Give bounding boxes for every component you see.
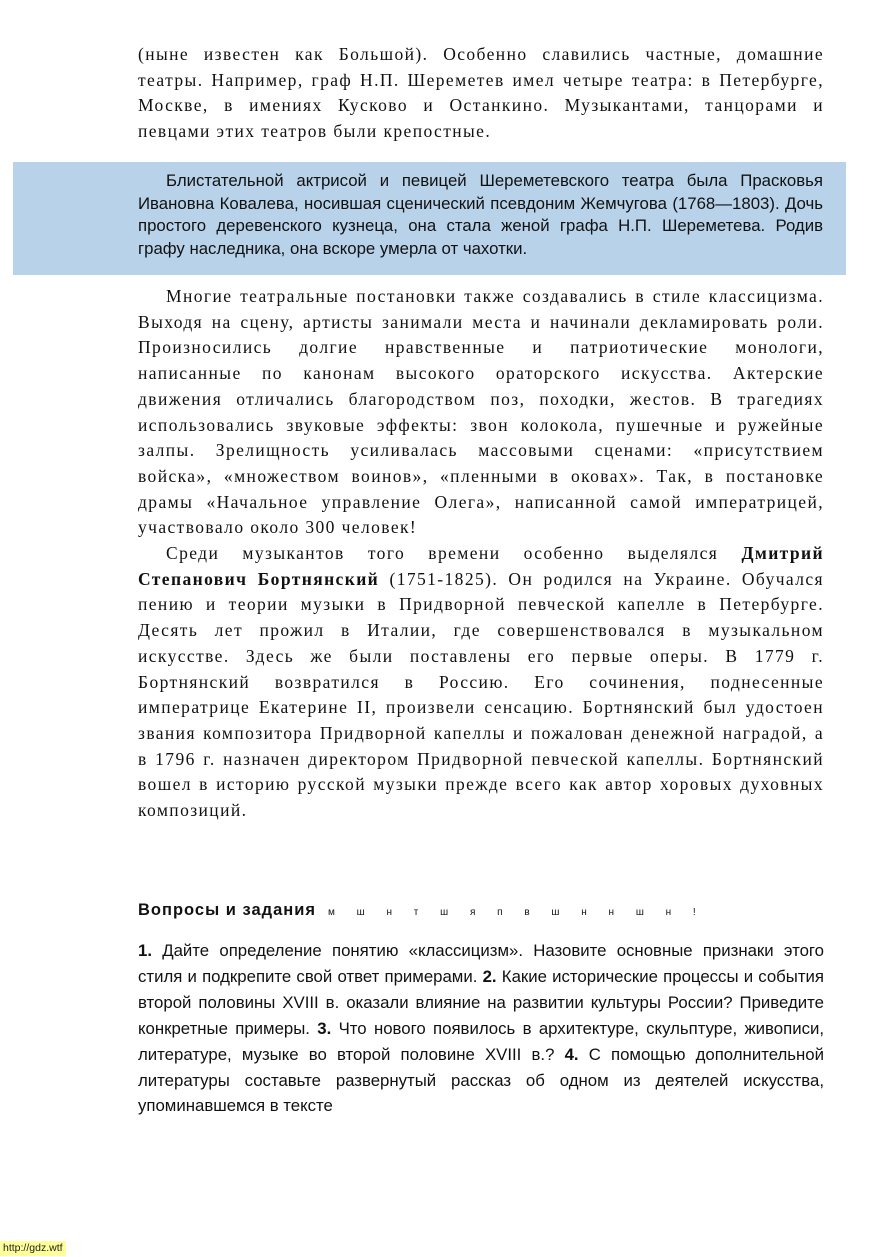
paragraph-theatre: Многие театральные постановки также создавались в стиле классицизма. Выходя на сцену, артисты занимали места и начинали декламировать роли. Произносились долгие нравственные и патриотические монологи, написанные по канонам высокого ораторского искусства. Актерские движения отличались благородством поз, походки, жестов. В трагедиях использовались звуковые эффекты: звон колокола, пушечные и ружейные залпы. Зрелищность усиливалась массовыми сценами: «присутствием войска», «множеством воинов», «пленными в оковах». Так, в постановке драмы «Начальное управление Олега», написанной самой императрицей, участвовало около 300 человек! (138, 286, 824, 538)
question-number: 4. (564, 1044, 579, 1064)
intro-paragraph (138, 42, 824, 145)
intro-text: (ныне известен как Большой). Особенно славились частные, домашние театры. Например, граф Н.П. Шереметев имел четыре театра: в Петербурге, Москве, в имениях Кусково и Останкино. Музыкантами, танцорами и певцами этих театров были крепостные. (138, 44, 824, 142)
watermark-link[interactable]: http://gdz.wtf (0, 1241, 66, 1256)
highlight-box-text: Блистательной актрисой и певицей Шереметевского театра была Прасковья Ивановна Ковалева, носившая сценический псевдоним Жемчугова (1768—1803). Дочь простого деревенского кузнеца, она стала женой графа Н.П. Шереметева. Родив графу наследника, она вскоре умерла от чахотки. (138, 171, 823, 258)
question-text: Что нового появилось в архитектуре, скульптуре, живописи, литературе, музыке во второй половине XVIII в.? (138, 1018, 824, 1064)
question-number: 3. (317, 1018, 332, 1038)
question-number: 1. (138, 941, 152, 960)
question-text: Дайте определение понятию «классицизм». Назовите основные признаки этого стиля и подкрепите свой ответ примерами. (138, 941, 824, 986)
main-text (138, 284, 824, 824)
question-text: С помощью дополнительной литературы составьте развернутый рассказ об одном из деятелей искусства, упоминавшемся в тексте (138, 1044, 824, 1116)
paragraph-bortniansky (138, 541, 824, 824)
questions-list (138, 938, 824, 1119)
questions-title: Вопросы и задания (138, 901, 317, 919)
composer-name: Дмитрий Степанович Бортнянский (138, 543, 824, 589)
heading-letters: м ш н т ш я п в ш н н ш н ! (328, 907, 706, 918)
question-text: Какие исторические процессы и события второй половины XVIII в. оказали влияние на развитии культуры России? Приведите конкретные примеры. (138, 966, 825, 1038)
paragraph-lead: Среди музыкантов того времени особенно выделялся (166, 543, 742, 564)
question-number: 2. (482, 966, 497, 986)
paragraph-rest: (1751-1825). Он родился на Украине. Обучался пению и теории музыки в Придворной певческой капелле в Петербурге. Десять лет прожил в Италии, где совершенствовался в музыкальном искусстве. Здесь же были поставлены его первые оперы. В 1779 г. Бортнянский возвратился в Россию. Его сочинения, поднесенные императрице Екатерине II, произвели сенсацию. Бортнянский был удостоен звания композитора Придворной капеллы и пожалован денежной наградой, а в 1796 г. назначен директором Придворной певческой капеллы. Бортнянский вошел в историю русской музыки прежде всего как автор хоровых духовных композиций. (138, 568, 824, 821)
questions-heading (138, 901, 838, 920)
